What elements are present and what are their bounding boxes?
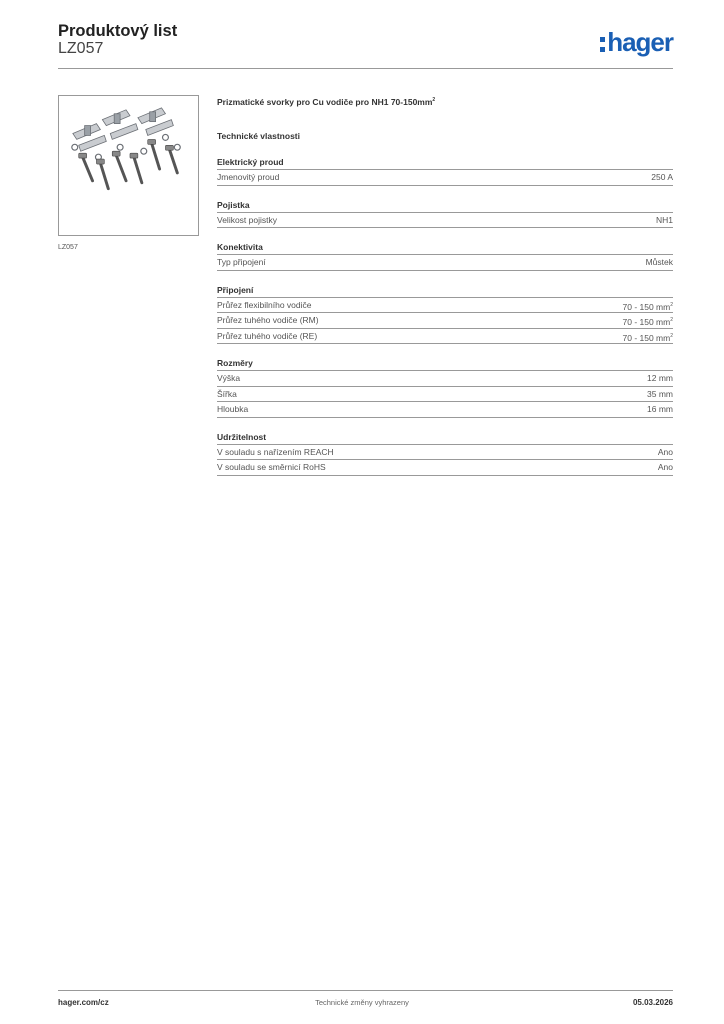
spec-row [217, 255, 673, 271]
spec-value: 70 - 150 $mm^2$ [622, 301, 673, 312]
footer-website-link[interactable]: hager.com/cz [58, 998, 109, 1007]
spec-row [217, 170, 673, 186]
section-connection [217, 284, 673, 345]
product-image [58, 95, 199, 236]
spec-label: Hloubka [217, 404, 249, 414]
section-connectivity [217, 241, 673, 271]
product-code: LZ057 [58, 40, 104, 57]
spec-value: 70 - 150 $mm^2$ [622, 332, 673, 343]
spec-label: Průřez tuhého vodiče (RE) [217, 330, 318, 341]
spec-label: V souladu s nařízením REACH [217, 446, 334, 457]
footer-divider [58, 990, 673, 991]
spec-label: Průřez flexibilního vodiče [217, 299, 312, 310]
product-description: Prizmatické svorky pro Cu vodiče pro NH1 $70-150mm^2$ [217, 97, 436, 107]
section-title: Rozměry [217, 357, 673, 371]
document-title: Produktový list [58, 22, 178, 40]
spec-label: Velikost pojistky [217, 214, 277, 225]
section-title: Připojení [217, 284, 673, 298]
image-caption: LZ057 [58, 244, 78, 251]
section-title: Elektrický proud [217, 156, 673, 170]
spec-label: Průřez tuhého vodiče (RM) [217, 315, 319, 325]
spec-value: 16 mm [647, 404, 673, 414]
footer-date: 05.03.2026 [632, 998, 673, 1007]
spec-row [217, 213, 673, 229]
section-title: Udržitelnost [217, 431, 673, 445]
spec-value: 35 mm [647, 388, 673, 399]
spec-label: V souladu se směrnicí RoHS [217, 462, 326, 472]
spec-row [217, 371, 673, 387]
spec-row [217, 298, 673, 314]
spec-value: NH1 [655, 214, 673, 225]
spec-row [217, 313, 673, 329]
page-header [58, 20, 673, 70]
spec-row [217, 402, 673, 418]
spec-label: Typ připojení [217, 257, 266, 267]
terminal-clamps-illustration [59, 96, 198, 235]
spec-label: Výška [217, 373, 241, 383]
section-sustainability [217, 431, 673, 476]
spec-value: Můstek [645, 257, 673, 267]
hager-logo[interactable] [600, 28, 673, 56]
spec-label: Jmenovitý proud [217, 172, 280, 182]
product-details [217, 90, 673, 476]
technical-properties-heading: Technické vlastnosti [217, 131, 300, 141]
spec-row [217, 460, 673, 476]
spec-value: 12 mm [647, 373, 673, 383]
spec-value: 250 A [651, 172, 673, 182]
section-fuse [217, 199, 673, 229]
spec-row [217, 387, 673, 403]
spec-value: Ano [657, 462, 673, 472]
header-divider [58, 68, 673, 69]
spec-label: Šířka [217, 388, 237, 399]
section-title: Pojistka [217, 199, 673, 213]
section-dimensions [217, 357, 673, 418]
spec-row [217, 445, 673, 461]
spec-value: Ano [657, 446, 673, 457]
spec-row [217, 329, 673, 345]
spec-value: 70 - 150 $mm^2$ [622, 316, 673, 327]
logo-text: hager [607, 27, 673, 57]
logo-dots-icon [600, 37, 605, 52]
section-electric-current [217, 156, 673, 186]
section-title: Konektivita [217, 241, 673, 255]
footer-note: Technické změny vyhrazeny [315, 998, 409, 1007]
